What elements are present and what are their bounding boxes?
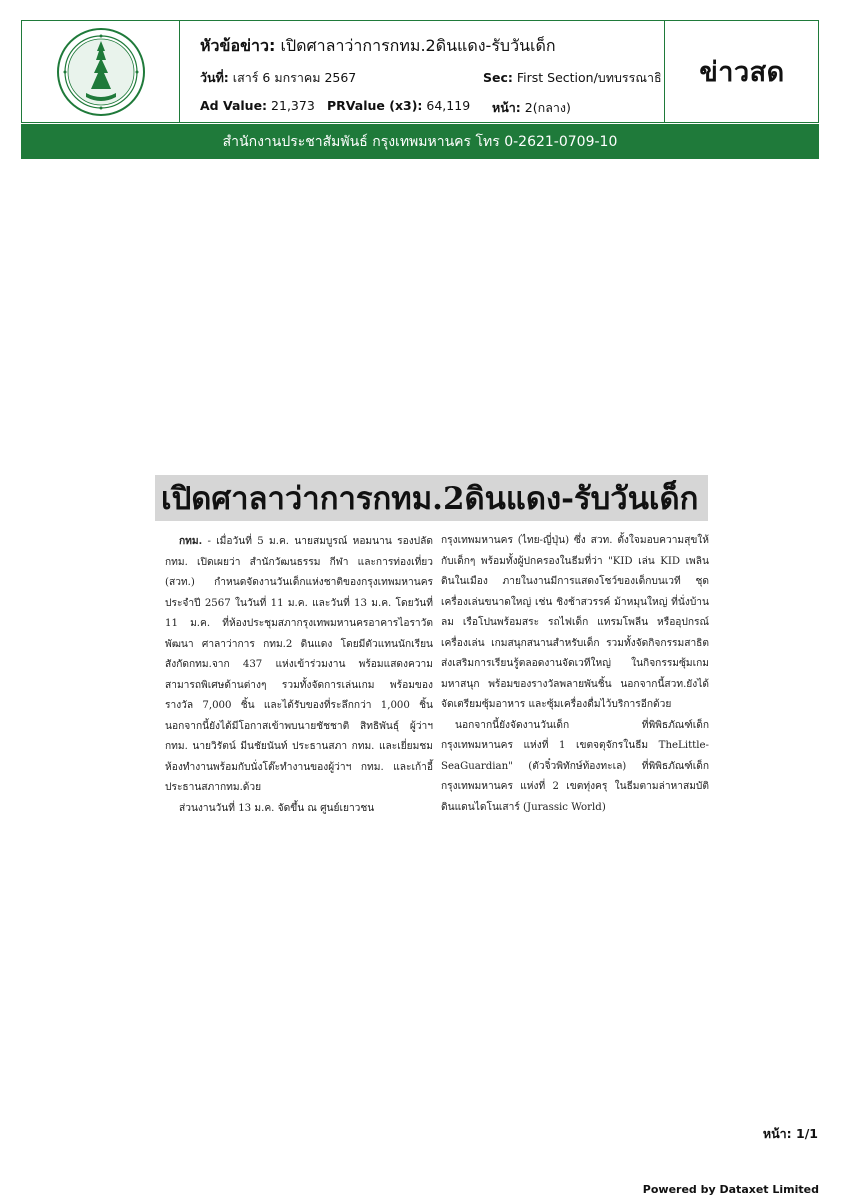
article-paragraph xyxy=(165,531,433,799)
ad-value-label: Ad Value: xyxy=(200,98,268,113)
page-label: หน้า: xyxy=(492,100,521,115)
page-number xyxy=(763,1124,818,1144)
clipping-info xyxy=(179,21,664,122)
clipping-title: เปิดศาลาว่าการกทม.2ดินแดง-รับวันเด็ก xyxy=(155,475,708,521)
logo-cell xyxy=(22,21,180,122)
page-value: 2(กลาง) xyxy=(524,100,571,115)
news-clipping xyxy=(155,475,710,850)
article-paragraph: ส่วนงานวันที่ 13 ม.ค. จัดขึ้น ณ ศูนย์เยาวชน xyxy=(179,802,375,814)
powered-by: Powered by Dataxet Limited xyxy=(642,1183,819,1196)
page-number-value: 1/1 xyxy=(796,1126,818,1141)
article-paragraph: กรุงเทพมหานคร (ไทย-ญี่ปุ่น) ซึ่ง สวท. ตั้งใจมอบความสุขให้กับเด็กๆ พร้อมทั้งผู้ปกครองในธีมที่ว่า "KID เล่น KID เพลินดินในเมือง ภายในงานมีการแสดงโชว์ของเด็กบนเวที ชุดเครื่องเล่นขนาดใหญ่ เช่น ชิงช้าสวรรค์ ม้าหมุนใหญ่ ที่นั่งบ้านลม เรือโปนพร้อมสระ รถไฟเด็ก แทรมโพลีน หรืออุปกรณ์เครื่องเล่น เกมสนุกสนานสำหรับเด็ก รวมทั้งจัดกิจกรรมสาธิตส่งเสริมการเรียนรู้ตลอดงานจัดเวทีใหญ่ ในกิจกรรมซุ้มเกมมหาสนุก พร้อมของรางวัลพลายพันชิ้น นอกจากนี้สวท.ยังได้จัดเตรียมซุ้มอาหาร และซุ้มเครื่องดื่มไว้บริการอีกด้วย xyxy=(441,535,709,710)
bangkok-city-seal-icon xyxy=(56,27,146,117)
office-contact-text: สำนักงานประชาสัมพันธ์ กรุงเทพมหานคร โทร 0-2621-0709-10 xyxy=(222,133,618,150)
office-contact-bar xyxy=(21,124,819,159)
page-number-label: หน้า: xyxy=(762,1126,792,1141)
clipping-header xyxy=(21,20,819,123)
pr-value-row xyxy=(327,98,470,113)
section-label: Sec: xyxy=(483,70,513,85)
date-row xyxy=(200,68,356,88)
article-text: - เมื่อวันที่ 5 ม.ค. นายสมบูรณ์ หอมนาน รองปลัด กทม. เปิดเผยว่า สำนักวัฒนธรรม กีฬา และการท่องเที่ยว (สวท.) กำหนดจัดงานวันเด็กแห่งชาติของกรุงเทพมหานคร ประจำปี 2567 ในวันที่ 11 ม.ค. และวันที่ 13 ม.ค. โดยวันที่ 11 ม.ค. ที่ห้องประชุมสภากรุงเทพมหานครอาคารไอราวัตพัฒนา ศาลาว่าการ กทม.2 ดินแดง โดยมีตัวแทนนักเรียนสังกัดกทม.จาก 437 แห่งเข้าร่วมงาน พร้อมแสดงความสามารถพิเศษด้านต่างๆ รวมทั้งจัดการเล่นเกม พร้อมของรางวัล 7,000 ชิ้น และได้รับของที่ระลึกกว่า 1,000 ชิ้น นอกจากนี้ยังได้มีโอกาสเข้าพบนายชัชชาติ สิทธิพันธุ์ ผู้ว่าฯ กทม. นายวิรัตน์ มีนชัยนันท์ ประธานสภา กทม. และเยี่ยมชมห้องทำงานพร้อมกับนั่งโต๊ะทำงานของผู้ว่าฯ กทม. และเก้าอี้ประธานสภากทม.ด้วย xyxy=(165,536,433,793)
ad-value-row xyxy=(200,98,315,113)
headline-label: หัวข้อข่าว: xyxy=(200,36,276,55)
date-label: วันที่: xyxy=(200,70,229,85)
publication-cell xyxy=(664,21,819,122)
headline-row xyxy=(200,34,556,59)
section-value: First Section/บทบรรณาธิ xyxy=(516,70,662,85)
page-row xyxy=(492,98,571,118)
article-column-1 xyxy=(165,531,433,819)
pr-value: 64,119 xyxy=(426,98,471,113)
headline-text: เปิดศาลาว่าการกทม.2ดินแดง-รับวันเด็ก xyxy=(280,36,556,55)
article-column-2 xyxy=(441,531,709,818)
article-paragraph: นอกจากนี้ยังจัดงานวันเด็ก ที่พิพิธภัณฑ์เด็กกรุงเทพมหานคร แห่งที่ 1 เขตจตุจักรในธีม TheLittle-SeaGuardian" (ตัวจิ๋วพิทักษ์ท้องทะเล) ที่พิพิธภัณฑ์เด็กกรุงเทพมหานคร แห่งที่ 2 เขตทุ่งครุ ในธีมตามล่าหาสมบัติ ดินแดนไดโนเสาร์ (Jurassic World) xyxy=(441,719,709,813)
date-value: เสาร์ 6 มกราคม 2567 xyxy=(232,70,357,85)
publication-name: ข่าวสด xyxy=(699,57,785,88)
ad-value: 21,373 xyxy=(271,98,315,113)
pr-value-label: PRValue (x3): xyxy=(327,98,423,113)
article-lead: กทม. xyxy=(179,535,203,547)
section-row xyxy=(483,68,662,88)
